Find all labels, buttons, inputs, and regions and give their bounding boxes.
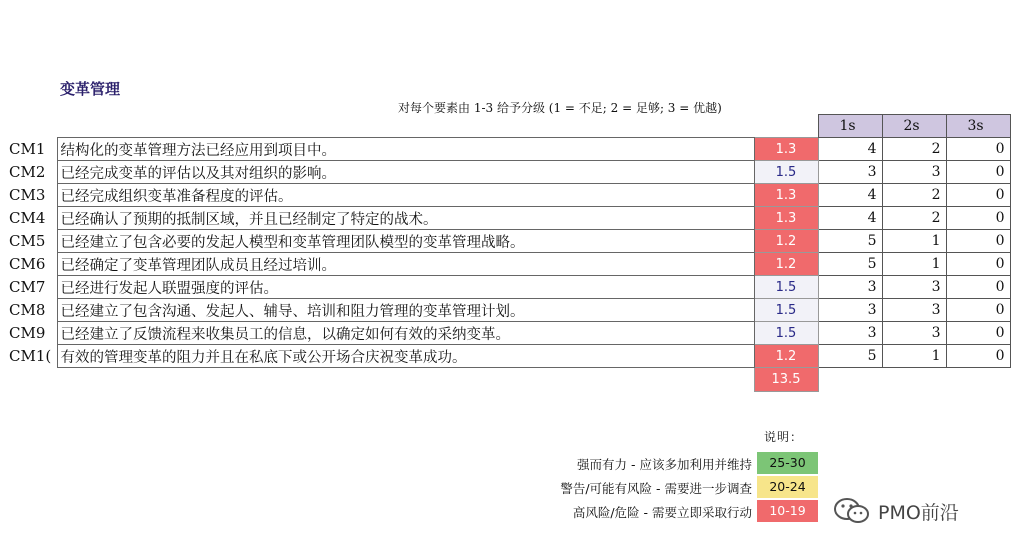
row-description: 已经进行发起人联盟强度的评估。: [57, 276, 754, 299]
count-1s[interactable]: 4: [818, 138, 882, 161]
count-2s[interactable]: 1: [882, 253, 946, 276]
wechat-icon: [832, 496, 872, 526]
table-row: [9, 322, 1010, 345]
row-id: CM5: [9, 232, 46, 250]
row-score: 1.3: [754, 184, 818, 207]
column-header: 3s: [946, 115, 1010, 138]
count-1s[interactable]: 3: [818, 322, 882, 345]
count-2s[interactable]: 2: [882, 207, 946, 230]
row-id: CM8: [9, 301, 46, 319]
row-score: 1.5: [754, 299, 818, 322]
row-id: CM2: [9, 163, 46, 181]
count-2s[interactable]: 2: [882, 184, 946, 207]
table-row: [9, 138, 1010, 161]
row-description: 有效的管理变革的阻力并且在私底下或公开场合庆祝变革成功。: [57, 345, 754, 368]
legend-range-badge: 10-19: [757, 500, 818, 522]
row-score: 1.3: [754, 138, 818, 161]
legend-row: [0, 452, 818, 474]
row-score: 1.3: [754, 207, 818, 230]
table-row: [9, 345, 1010, 368]
row-id: CM9: [9, 324, 46, 342]
row-id: CM1: [9, 140, 46, 158]
legend-label: 高风险/危险 - 需要立即采取行动: [572, 505, 752, 520]
column-header: 2s: [882, 115, 946, 138]
row-score: 1.5: [754, 322, 818, 345]
total-row: [9, 368, 1010, 392]
row-description: 已经建立了反馈流程来收集员工的信息，以确定如何有效的采纳变革。: [57, 322, 754, 345]
count-1s[interactable]: 4: [818, 207, 882, 230]
row-description: 已经确认了预期的抵制区域，并且已经制定了特定的战术。: [57, 207, 754, 230]
count-2s[interactable]: 1: [882, 345, 946, 368]
table-row: [9, 184, 1010, 207]
count-1s[interactable]: 3: [818, 161, 882, 184]
tab-subtitle: 变革管理: [538, 38, 587, 52]
page-title: 变革管理: [60, 80, 121, 98]
column-header: 1s: [818, 115, 882, 138]
row-score: 1.2: [754, 253, 818, 276]
count-1s[interactable]: 4: [818, 184, 882, 207]
legend-title: 说明：: [764, 430, 804, 444]
table-row: [9, 161, 1010, 184]
row-id: CM3: [9, 186, 46, 204]
tab-project-management[interactable]: [271, 14, 463, 60]
tab-title: PCT 评估: [341, 21, 393, 35]
row-id: CM1(: [9, 347, 52, 365]
count-2s[interactable]: 3: [882, 161, 946, 184]
row-id: CM7: [9, 278, 46, 296]
row-score: 1.2: [754, 230, 818, 253]
count-2s[interactable]: 1: [882, 230, 946, 253]
legend-row: [0, 500, 818, 522]
row-description: 已经完成变革的评估以及其对组织的影响。: [57, 161, 754, 184]
count-1s[interactable]: 5: [818, 230, 882, 253]
row-score: 1.5: [754, 276, 818, 299]
count-3s[interactable]: 0: [946, 161, 1010, 184]
table-row: [9, 207, 1010, 230]
row-score: 1.5: [754, 161, 818, 184]
count-3s[interactable]: 0: [946, 345, 1010, 368]
row-description: 已经建立了包含沟通、发起人、辅导、培训和阻力管理的变革管理计划。: [57, 299, 754, 322]
count-3s[interactable]: 0: [946, 299, 1010, 322]
table-row: [9, 299, 1010, 322]
count-2s[interactable]: 3: [882, 276, 946, 299]
count-1s[interactable]: 3: [818, 299, 882, 322]
total-score: 13.5: [754, 368, 818, 392]
count-3s[interactable]: 0: [946, 184, 1010, 207]
row-description: 已经完成组织变革准备程度的评估。: [57, 184, 754, 207]
tab-title: PCT 评估: [537, 21, 589, 35]
tab-title: PCT 评估: [144, 21, 196, 35]
count-2s[interactable]: 3: [882, 322, 946, 345]
row-description: 已经建立了包含必要的发起人模型和变革管理团队模型的变革管理战略。: [57, 230, 754, 253]
row-description: 结构化的变革管理方法已经应用到项目中。: [57, 138, 754, 161]
rating-instruction: 对每个要素由 1-3 给予分级 (1 = 不足; 2 = 足够; 3 = 优越): [398, 101, 722, 115]
table-header-row: [9, 115, 1010, 138]
count-3s[interactable]: 0: [946, 322, 1010, 345]
tab-subtitle: 项目管理: [342, 38, 391, 52]
watermark: [832, 496, 959, 526]
row-id: CM4: [9, 209, 46, 227]
count-1s[interactable]: 5: [818, 253, 882, 276]
legend-label: 警告/可能有风险 - 需要进一步调查: [560, 481, 752, 496]
row-description: 已经确定了变革管理团队成员且经过培训。: [57, 253, 754, 276]
count-2s[interactable]: 2: [882, 138, 946, 161]
row-score: 1.2: [754, 345, 818, 368]
count-3s[interactable]: 0: [946, 138, 1010, 161]
legend-label: 强而有力 - 应该多加利用并维持: [577, 457, 752, 472]
watermark-text: PMO前沿: [878, 501, 959, 524]
count-1s[interactable]: 5: [818, 345, 882, 368]
count-3s[interactable]: 0: [946, 230, 1010, 253]
tab-change-management[interactable]: [467, 14, 659, 60]
table-row: [9, 253, 1010, 276]
table-row: [9, 230, 1010, 253]
legend-range-badge: 25-30: [757, 452, 818, 474]
tab-leadership[interactable]: [74, 14, 266, 60]
count-1s[interactable]: 3: [818, 276, 882, 299]
row-id: CM6: [9, 255, 46, 273]
count-3s[interactable]: 0: [946, 253, 1010, 276]
count-2s[interactable]: 3: [882, 299, 946, 322]
legend-row: [0, 476, 818, 498]
assessment-table: [9, 114, 1011, 392]
table-row: [9, 276, 1010, 299]
tab-subtitle: 领导/发起: [143, 38, 197, 52]
count-3s[interactable]: 0: [946, 276, 1010, 299]
legend-range-badge: 20-24: [757, 476, 818, 498]
count-3s[interactable]: 0: [946, 207, 1010, 230]
